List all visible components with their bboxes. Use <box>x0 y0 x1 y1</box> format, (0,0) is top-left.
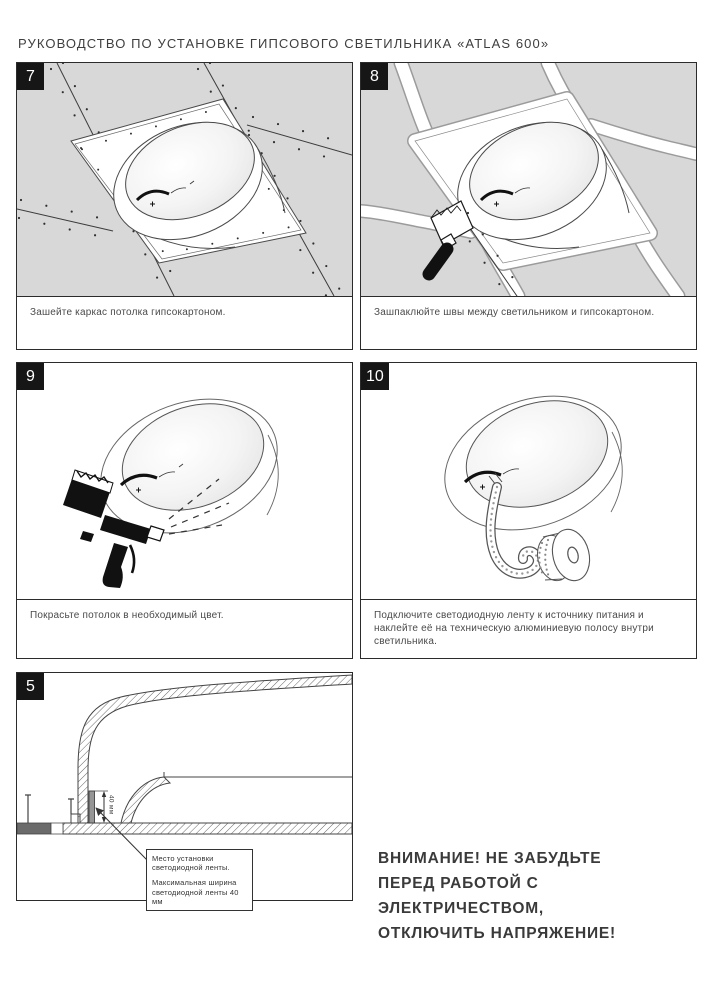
step-number-badge: 9 <box>17 363 44 390</box>
note-text-1: Место установки светодиодной ленты. <box>152 854 230 873</box>
step-caption: Зашейте каркас потолка гипсокартоном. <box>17 296 352 348</box>
step-caption: Подключите светодиодную ленту к источнику питания и наклейте её на техническую алюминиевую полосу внутри светильника. <box>361 599 696 657</box>
note-text-2: Максимальная ширина светодиодной ленты 40 мм <box>152 878 239 906</box>
step-panel-10 <box>360 362 697 659</box>
step-panel-8 <box>360 62 697 350</box>
illustration-led-strip <box>361 363 696 599</box>
warning-line-3: ОТКЛЮЧИТЬ НАПРЯЖЕНИЕ! <box>378 925 616 942</box>
warning-line-2: ПЕРЕД РАБОТОЙ С ЭЛЕКТРИЧЕСТВОМ, <box>378 875 545 917</box>
dimension-label: 40 мм <box>107 795 115 815</box>
step-panel-9 <box>16 362 353 659</box>
step-caption: Зашпаклюйте швы между светильником и гипсокартоном. <box>361 296 696 348</box>
illustration-puttied-seams <box>361 63 696 296</box>
note-box <box>146 849 253 911</box>
illustration-drywall-ceiling <box>17 63 352 296</box>
step-panel-7 <box>16 62 353 350</box>
illustration-painting <box>17 363 352 599</box>
warning-text <box>378 846 700 946</box>
step-number-badge: 7 <box>17 63 44 90</box>
drywall-edge-section <box>17 823 63 834</box>
page-title: РУКОВОДСТВО ПО УСТАНОВКЕ ГИПСОВОГО СВЕТИЛЬНИКА «ATLAS 600» <box>18 36 550 51</box>
step-number-badge: 10 <box>361 363 389 390</box>
aluminum-strip <box>89 791 95 823</box>
step-number-badge: 5 <box>17 673 44 700</box>
warning-line-1: ВНИМАНИЕ! НЕ ЗАБУДЬТЕ <box>378 850 602 867</box>
step-panel-5 <box>16 672 353 906</box>
step-caption: Покрасьте потолок в необходимый цвет. <box>17 599 352 657</box>
step-number-badge: 8 <box>361 63 388 90</box>
